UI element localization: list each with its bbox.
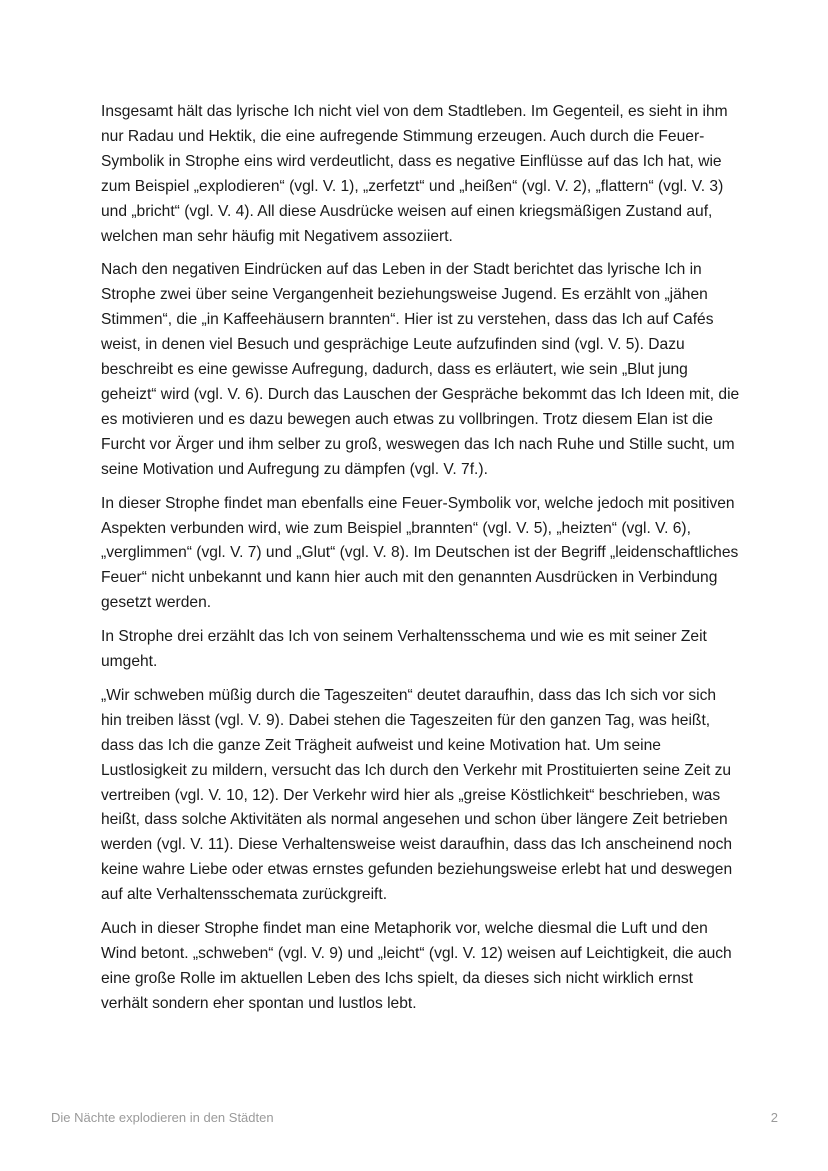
paragraph-3: In dieser Strophe findet man ebenfalls eine Feuer-Symbolik vor, welche jedoch mit positiven Aspekten verbunden wird, wie zum Beispiel „brannten“ (vgl. V. 5), „heizten“ (vgl. V. 6), „verglimmen“ (vgl. V. 7) und „Glut“ (vgl. V. 8). Im Deutschen ist der Begriff „leidenschaftliches Feuer“ nicht unbekannt und kann hier auch mit den genannten Ausdrücken in Verbindung gesetzt werden. xyxy=(101,494,739,612)
page-body xyxy=(101,100,741,1026)
paragraph-1: Insgesamt hält das lyrische Ich nicht viel von dem Stadtleben. Im Gegenteil, es sieht in ihm nur Radau und Hektik, die eine aufregende Stimmung erzeugen. Auch durch die Feuer-Symbolik in Strophe eins wird verdeutlicht, dass es negative Einflüsse auf das Ich hat, wie zum Beispiel „explodieren“ (vgl. V. 1), „zerfetzt“ und „heißen“ (vgl. V. 2), „flattern“ (vgl. V. 3) und „bricht“ (vgl. V. 4). All diese Ausdrücke weisen auf einen kriegsmäßigen Zustand auf, welchen man sehr häufig mit Negativem assoziiert. xyxy=(101,103,728,245)
paragraph-5: „Wir schweben müßig durch die Tageszeiten“ deutet daraufhin, dass das Ich sich vor sich hin treiben lässt (vgl. V. 9). Dabei stehen die Tageszeiten für den ganzen Tag, was heißt, dass das Ich die ganze Zeit Trägheit aufweist und keine Motivation hat. Um seine Lustlosigkeit zu mildern, versucht das Ich durch den Verkehr mit Prostituierten seine Zeit zu vertreiben (vgl. V. 10, 12). Der Verkehr wird hier als „greise Köstlichkeit“ beschrieben, was heißt, dass solche Aktivitäten als normal angesehen und schon über längere Zeit betrieben werden (vgl. V. 11). Diese Verhaltensweise weist daraufhin, dass das Ich anscheinend noch keine wahre Liebe oder etwas ernstes gefunden beziehungsweise erlebt hat und deswegen auf alte Verhaltensschemata zurückgreift. xyxy=(101,686,733,904)
footer-page-number: 2 xyxy=(770,1110,778,1125)
page-footer xyxy=(51,1110,778,1130)
paragraph-6: Auch in dieser Strophe findet man eine Metaphorik vor, welche diesmal die Luft und den Wind betont. „schweben“ (vgl. V. 9) und „leicht“ (vgl. V. 12) weisen auf Leichtigkeit, die auch eine große Rolle im aktuellen Leben des Ichs spielt, da dieses sich nicht wirklich ernst verhält sondern eher spontan und lustlos lebt. xyxy=(101,920,732,1012)
paragraph-4: In Strophe drei erzählt das Ich von seinem Verhaltensschema und wie es mit seiner Zeit umgeht. xyxy=(101,628,707,671)
footer-document-title: Die Nächte explodieren in den Städten xyxy=(51,1110,274,1125)
paragraph-2: Nach den negativen Eindrücken auf das Leben in der Stadt berichtet das lyrische Ich in Strophe zwei über seine Vergangenheit beziehungsweise Jugend. Es erzählt von „jähen Stimmen“, die „in Kaffeehäusern brannten“. Hier ist zu verstehen, dass das Ich auf Cafés weist, in denen viel Besuch und gesprächige Leute aufzufinden sind (vgl. V. 5). Dazu beschreibt es eine gewisse Aufregung, dadurch, dass es erläutert, wie sein „Blut jung geheizt“ wird (vgl. V. 6). Durch das Lauschen der Gespräche bekommt das Ich Ideen mit, die es motivieren und es dazu bewegen auch etwas zu vollbringen. Trotz diesem Elan ist die Furcht vor Ärger und ihm selber zu groß, weswegen das Ich nach Ruhe und Stille sucht, um seine Motivation und Aufregung zu dämpfen (vgl. V. 7f.). xyxy=(101,261,740,478)
